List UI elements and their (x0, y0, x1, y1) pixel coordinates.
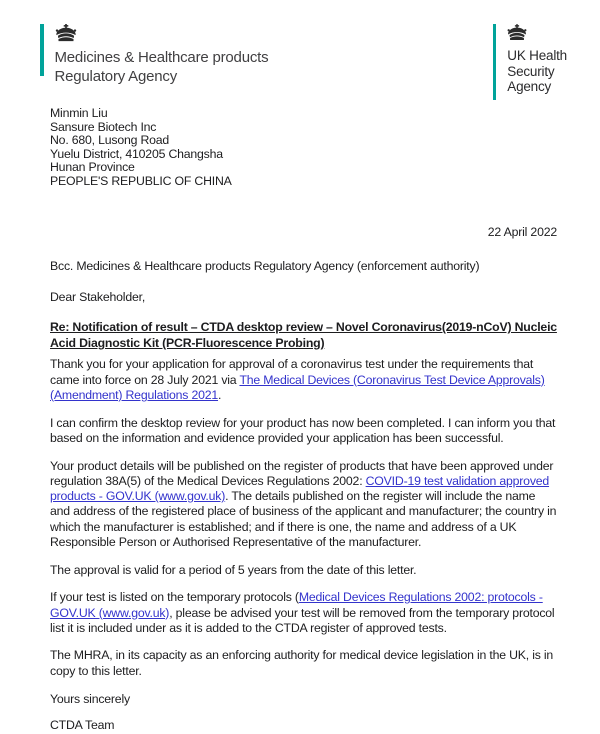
approved-products-link[interactable]: COVID-19 test validation approved products - GOV.UK (www.gov.uk) (50, 473, 550, 504)
ukhsa-name-line3: Agency (507, 79, 552, 95)
closing-line: Yours sincerely (50, 691, 130, 706)
recipient-district: Yuelu District, 410205 Changsha (50, 146, 223, 161)
regulations-2021-link[interactable]: The Medical Devices (Coronavirus Test Device Approvals) (Amendment) Regulations 2021 (50, 372, 545, 403)
ukhsa-name-line1: UK Health (507, 48, 567, 64)
recipient-address-block (50, 107, 557, 189)
paragraph-text: If your test is listed on the temporary protocols ( (50, 590, 299, 605)
paragraph-review-completed: I can confirm the desktop review for your product has now been completed. I can inform you that based on the information and evidence provided your application has been successful. (50, 415, 556, 445)
paragraph-text: Thank you for your application for approval of a coronavirus test under the requirements that came into force on 28 July 2021 via (50, 357, 534, 387)
letterhead (40, 24, 567, 102)
mhra-logo (40, 24, 268, 86)
paragraph-text: Your product details will be published on the register of products that have been approved under regulation 38A(5) of the Medical Devices Regulations 2002: (50, 458, 554, 488)
paragraph-text: , please be advised your test will be removed from the temporary protocol list it is included under as it is added to the CTDA register of approved tests. (50, 605, 555, 635)
paragraph-text: . The details published on the register will include the name and address of the registered place of business of the applicant and manufacturer; the country in which the manufacturer is established; and if there is one, the name and address of a UK Responsible Person or Authorised Representative of the manufacturer. (50, 489, 557, 550)
mhra-name-line2: Regulatory Agency (54, 67, 178, 85)
paragraph-temporary-protocols (50, 590, 557, 636)
ukhsa-accent-bar (493, 24, 497, 100)
recipient-province: Hunan Province (50, 160, 135, 175)
ukhsa-name-line2: Security (507, 63, 555, 79)
ukhsa-logo (493, 24, 567, 100)
bcc-line: Bcc. Medicines & Healthcare products Regulatory Agency (enforcement authority) (50, 258, 480, 273)
salutation: Dear Stakeholder, (50, 290, 146, 305)
protocols-link[interactable]: Medical Devices Regulations 2002: protocols - GOV.UK (www.gov.uk) (50, 590, 543, 620)
mhra-name-line1: Medicines & Healthcare products (54, 49, 269, 67)
letter-date: 22 April 2022 (487, 224, 557, 239)
paragraph-register-publication (50, 459, 557, 551)
recipient-company: Sansure Biotech Inc (50, 119, 157, 134)
mhra-accent-bar (40, 24, 44, 76)
recipient-street: No. 680, Lusong Road (50, 133, 170, 148)
crown-icon (55, 24, 269, 46)
paragraph-text: . (218, 388, 222, 403)
recipient-country: PEOPLE'S REPUBLIC OF CHINA (50, 173, 232, 188)
paragraph-application-thanks (50, 357, 557, 403)
letter-page (0, 24, 600, 733)
paragraph-mhra-copy: The MHRA, in its capacity as an enforcing authority for medical device legislation in the UK, is in copy to this letter. (50, 648, 554, 678)
signature-line: CTDA Team (50, 718, 115, 733)
paragraph-approval-validity: The approval is valid for a period of 5 years from the date of this letter. (50, 562, 417, 577)
recipient-name: Minmin Liu (50, 106, 108, 120)
crown-icon (507, 24, 567, 45)
subject-line: Re: Notification of result – CTDA desktop review – Novel Coronavirus(2019-nCoV) Nucleic Acid Diagnostic Kit (PCR-Fluorescence Probing) (50, 320, 557, 350)
